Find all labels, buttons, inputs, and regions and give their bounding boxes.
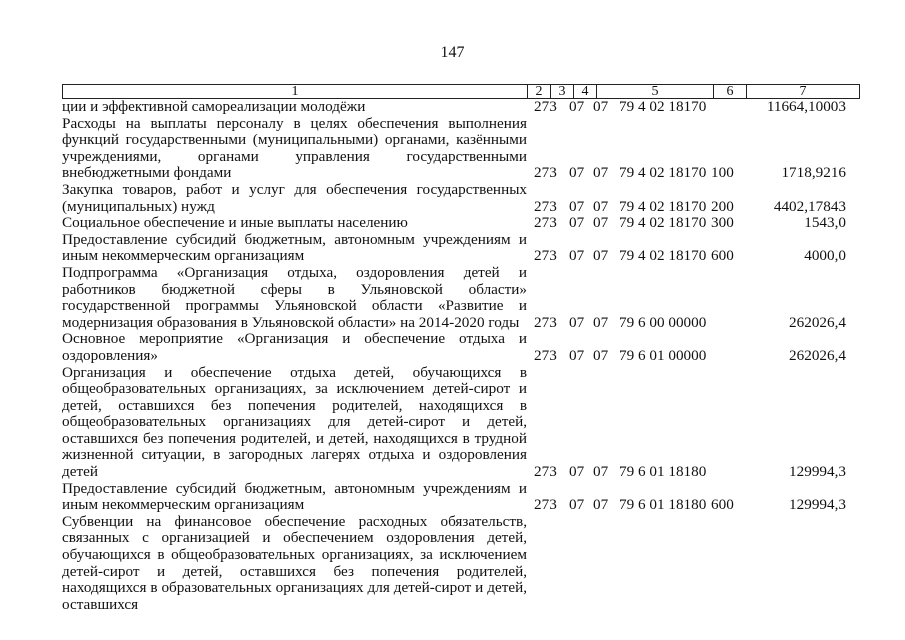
table-row [62,265,862,331]
column-header-5: 5 [597,85,714,99]
table-row [62,365,862,481]
cell-col4: 07 [593,98,609,115]
cell-col6: 600 [711,247,734,265]
cell-col6: 200 [711,197,734,215]
cell-col2: 273 [534,463,557,481]
cell-col7: 11664,10003 [766,98,846,115]
cell-col7: 4000,0 [804,247,846,265]
cell-col4: 07 [593,164,609,182]
row-description: Организация и обеспечение отдыха детей, обучающихся в общеобразовательных организациях, за исключением детей-сирот и детей, оставшихся без попечения родителей, находящихся в общеобразовательных организациях для детей-сирот и детей, оставшихся без попечения родителей, и детей, находящихся в трудной жизненной ситуации, в загородных лагерях отдыха и оздоровления детей [62,363,527,481]
cell-col7: 262026,4 [789,313,846,331]
column-header-7: 7 [747,85,860,99]
row-description: ции и эффективной самореализации молодёжи [62,98,366,115]
cell-col4: 07 [593,496,609,514]
cell-col3: 07 [569,463,585,481]
cell-col3: 07 [569,164,585,182]
cell-col2: 273 [534,98,557,115]
cell-col3: 07 [569,214,585,232]
cell-col2: 273 [534,164,557,182]
cell-col4: 07 [593,346,609,364]
cell-col2: 273 [534,197,557,215]
table-row [62,99,862,116]
cell-col4: 07 [593,197,609,215]
cell-col3: 07 [569,98,585,115]
cell-col5: 79 6 00 00000 [619,313,707,331]
cell-col5: 79 6 01 00000 [619,346,707,364]
cell-col2: 273 [534,313,557,331]
cell-col3: 07 [569,346,585,364]
cell-col6: 300 [711,214,734,232]
cell-col5: 79 4 02 18170 [619,214,707,232]
cell-col4: 07 [593,247,609,265]
column-header-3: 3 [551,85,574,99]
table-row [62,182,862,215]
cell-col6: 600 [711,496,734,514]
cell-col5: 79 4 02 18170 [619,98,707,115]
row-description: Субвенции на финансовое обеспечение расходных обязательств, связанных с организацией и обеспечением оздоровления детей, обучающихся в общеобразовательных организациях, за исключением детей-сирот и детей, оставшихся без попечения родителей, находящихся в образовательных организациях для детей-сирот и детей, оставшихся [62,512,527,613]
cell-col7: 4402,17843 [773,197,846,215]
table-row [62,331,862,364]
table-row [62,481,862,514]
cell-col2: 273 [534,214,557,232]
table-row [62,215,862,232]
row-description: Предоставление субсидий бюджетным, автономным учреждениям и иным некоммерческим организациям [62,230,527,265]
cell-col5: 79 6 01 18180 [619,463,707,481]
cell-col6: 100 [711,164,734,182]
row-description: Социальное обеспечение и иные выплаты населению [62,214,408,232]
cell-col3: 07 [569,313,585,331]
cell-col7: 262026,4 [789,346,846,364]
table-row [62,116,862,182]
cell-col4: 07 [593,463,609,481]
cell-col7: 129994,3 [789,496,846,514]
row-description: Предоставление субсидий бюджетным, автономным учреждениям и иным некоммерческим организациям [62,479,527,514]
cell-col7: 129994,3 [789,463,846,481]
budget-table-body [62,99,862,613]
row-description: Закупка товаров, работ и услуг для обеспечения государственных (муниципальных) нужд [62,180,527,215]
cell-col5: 79 6 01 18180 [619,496,707,514]
cell-col3: 07 [569,197,585,215]
column-header-4: 4 [574,85,597,99]
cell-col7: 1718,9216 [781,164,846,182]
cell-col4: 07 [593,214,609,232]
cell-col2: 273 [534,346,557,364]
table-row [62,514,862,614]
cell-col3: 07 [569,247,585,265]
column-header-row [62,84,860,99]
cell-col2: 273 [534,496,557,514]
page-number: 147 [440,44,465,61]
cell-col5: 79 4 02 18170 [619,247,707,265]
column-header-2: 2 [528,85,551,99]
cell-col3: 07 [569,496,585,514]
table-row [62,232,862,265]
cell-col7: 1543,0 [804,214,846,232]
cell-col4: 07 [593,313,609,331]
cell-col2: 273 [534,247,557,265]
row-description: Подпрограмма «Организация отдыха, оздоровления детей и работников бюджетной сферы в Ульяновской области» государственной программы Ульяновской области «Развитие и модернизация образования в Ульяновской области» на 2014-2020 годы [62,263,527,331]
column-header-1: 1 [63,85,528,99]
cell-col5: 79 4 02 18170 [619,164,707,182]
row-description: Основное мероприятие «Организация и обеспечение отдыха и оздоровления» [62,330,527,364]
cell-col5: 79 4 02 18170 [619,197,707,215]
row-description: Расходы на выплаты персоналу в целях обеспечения выполнения функций государственными (муниципальными) органами, казёнными учреждениями, органами управления государственными внебюджетными фондами [62,114,527,182]
column-header-6: 6 [714,85,747,99]
